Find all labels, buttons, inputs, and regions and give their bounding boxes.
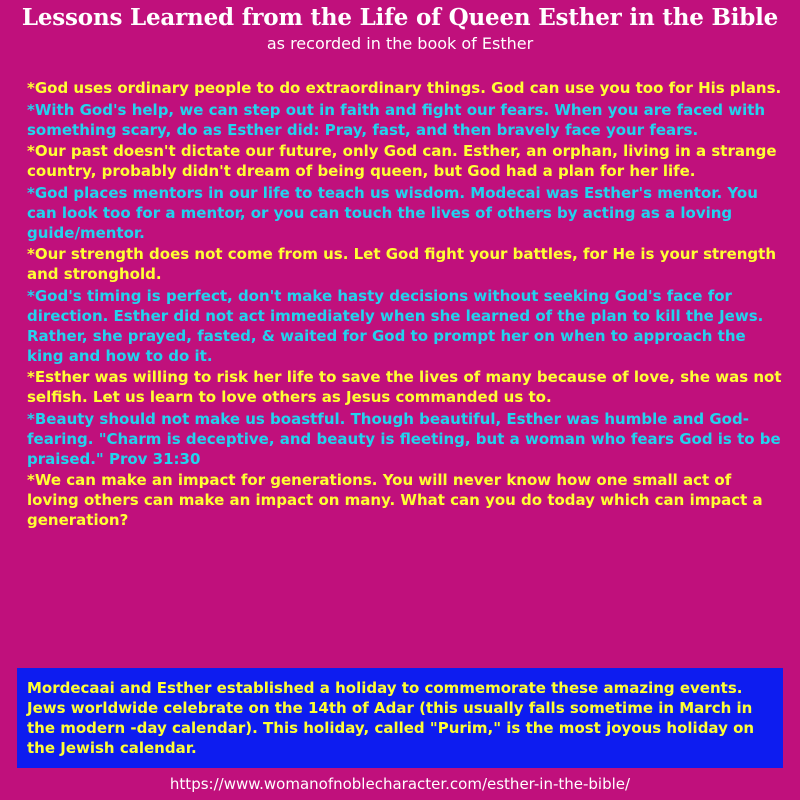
lesson-item: *Beauty should not make us boastful. Though beautiful, Esther was humble and God-fearing. "Charm is deceptive, and beauty is fleeting, but a woman who fears God is to be praised." Prov 31:30 (27, 409, 781, 468)
lesson-item: *Our past doesn't dictate our future, only God can. Esther, an orphan, living in a strange country, probably didn't dream of being queen, but God had a plan for her life. (27, 142, 777, 181)
lesson-item: *God's timing is perfect, don't make hasty decisions without seeking God's face for direction. Esther did not act immediately when she learned of the plan to kill the Jews. Rather, she prayed, fasted, & waited for God to prompt her on when to approach the king and how to do it. (27, 286, 764, 365)
page-subtitle: as recorded in the book of Esther (266, 34, 534, 53)
purim-info-box (17, 668, 783, 768)
lesson-item: *God uses ordinary people to do extraordinary things. God can use you too for His plans. (27, 79, 782, 97)
lesson-item: *Our strength does not come from us. Let God fight your battles, for He is your strength and stronghold. (27, 245, 777, 284)
lesson-item: *With God's help, we can step out in faith and fight our fears. When you are faced with something scary, do as Esther did: Pray, fast, and then bravely face your fears. (27, 100, 766, 139)
purim-info-text: Mordecaai and Esther established a holiday to commemorate these amazing events. Jews worldwide celebrate on the 14th of Adar (this usually falls sometime in March in the modern -day calendar). This holiday, called "Purim," is the most joyous holiday on the Jewish calendar. (27, 679, 755, 757)
lesson-item: *Esther was willing to risk her life to save the lives of many because of love, she was not selfish. Let us learn to love others as Jesus commanded us to. (27, 368, 782, 407)
lesson-item: *We can make an impact for generations. You will never know how one small act of loving others can make an impact on many. What can you do today which can impact a generation? (27, 471, 763, 530)
lesson-item: *God places mentors in our life to teach us wisdom. Modecai was Esther's mentor. You can look too for a mentor, or you can touch the lives of others by acting as a loving guide/mentor. (27, 183, 758, 242)
page-title: Lessons Learned from the Life of Queen Esther in the Bible (21, 4, 779, 31)
lessons-list (27, 78, 787, 532)
source-url: https://www.womanofnoblecharacter.com/esther-in-the-bible/ (169, 775, 631, 793)
